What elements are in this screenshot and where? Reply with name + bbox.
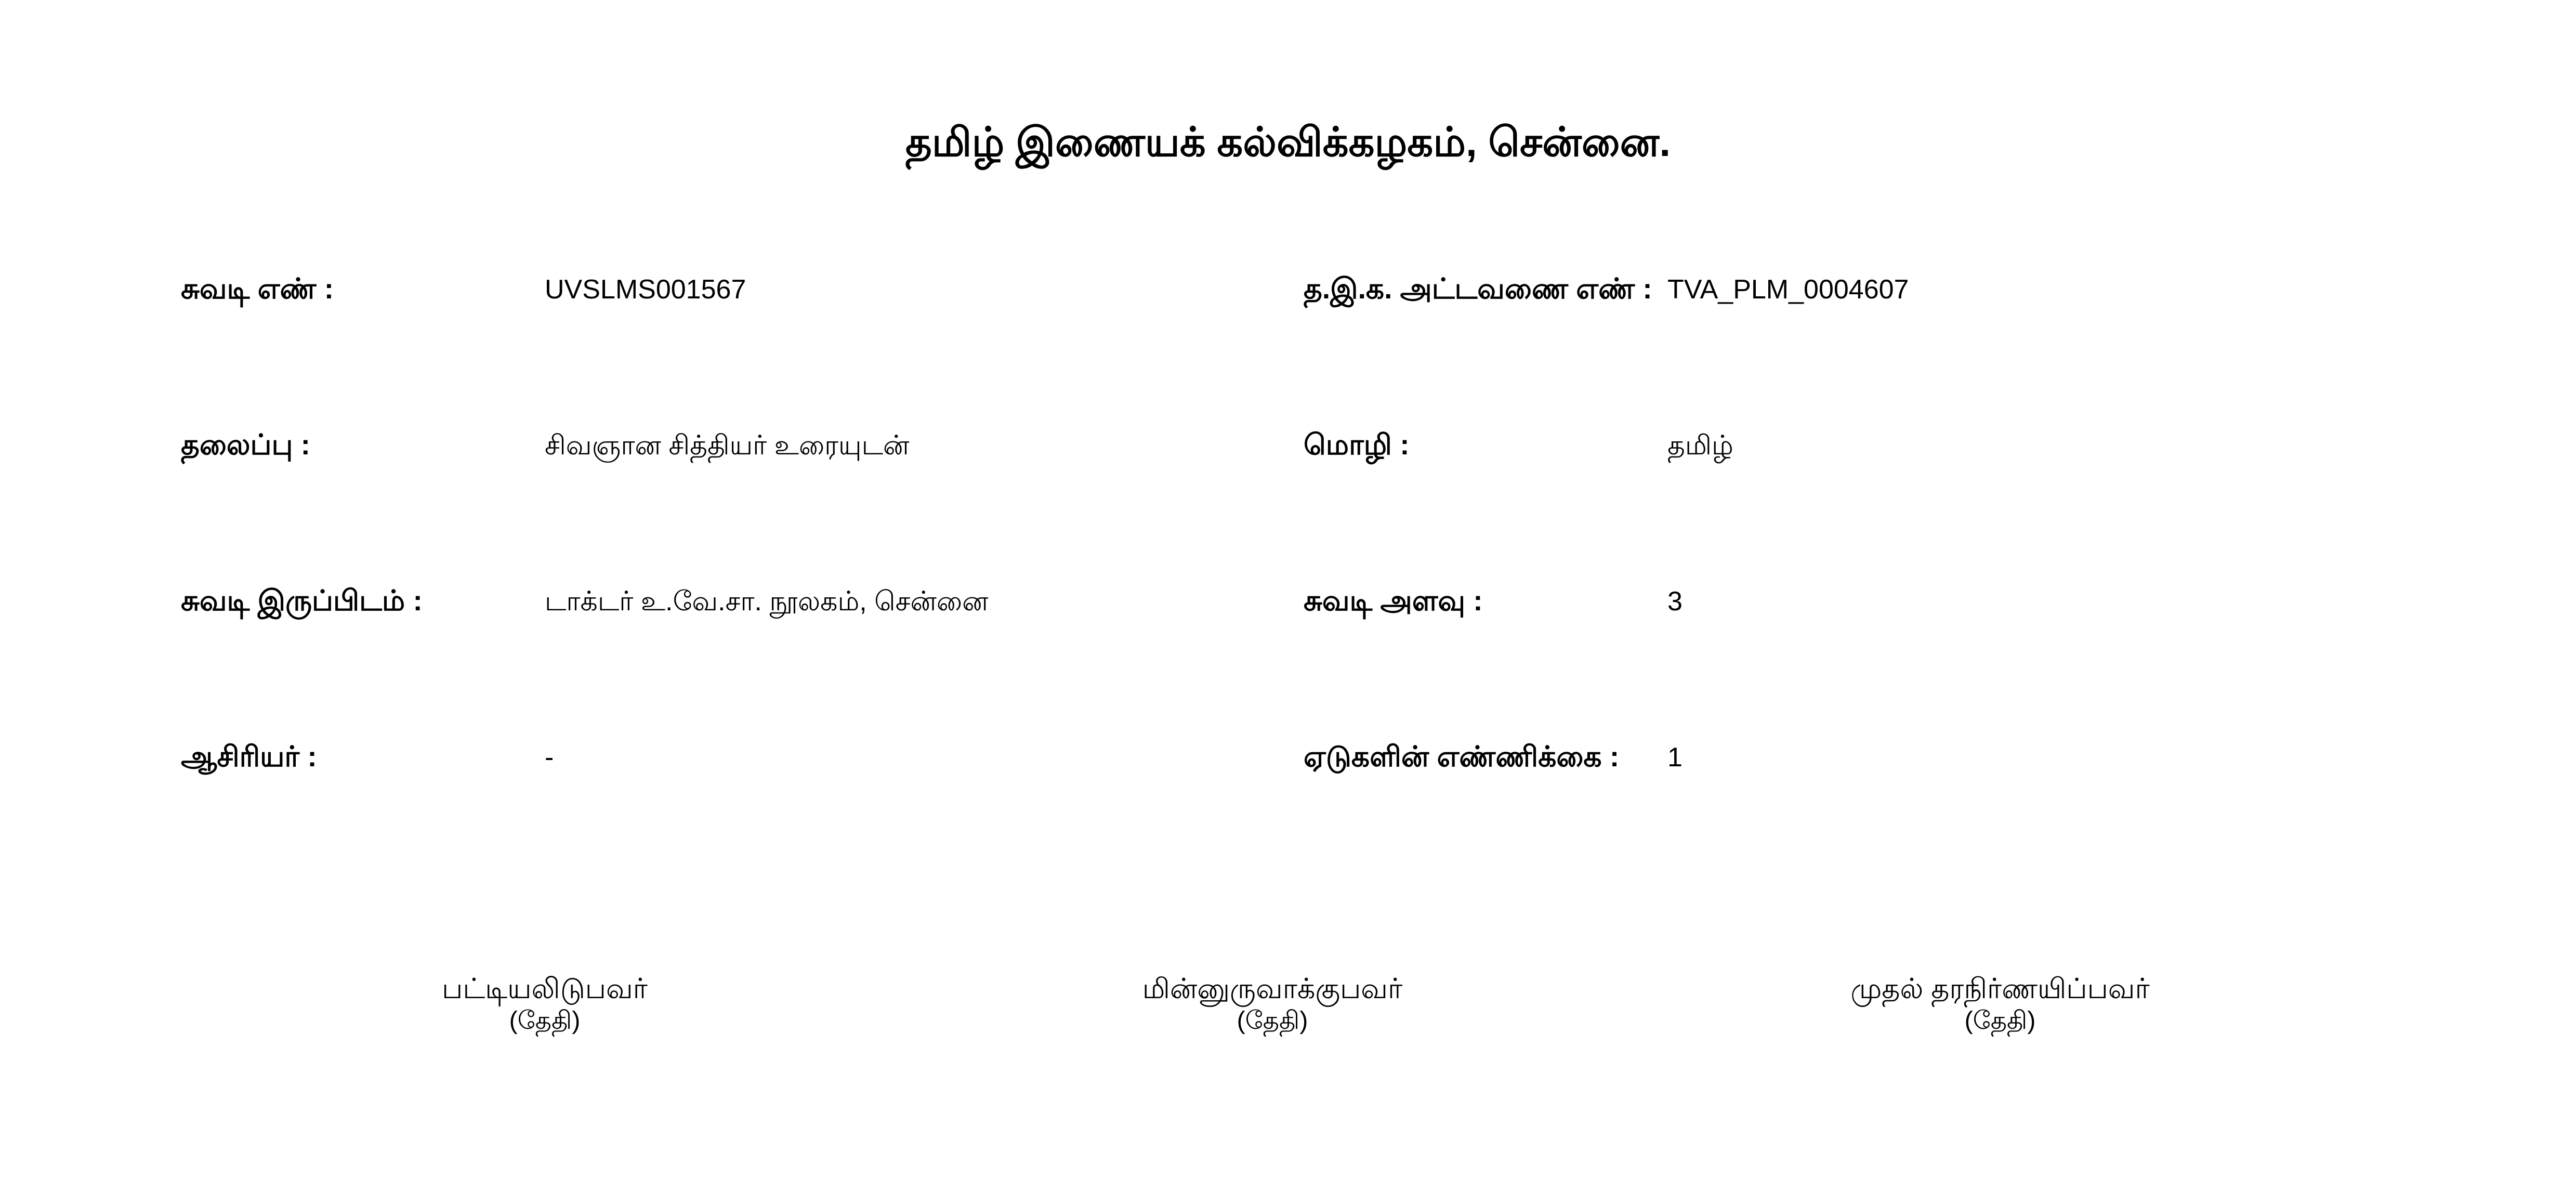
form-field-location (181, 582, 1304, 619)
field-value: TVA_PLM_0004607 (1667, 274, 1909, 305)
form-field-author (181, 738, 1304, 775)
signature-date: (தேதி) (509, 1006, 581, 1035)
metadata-form (181, 270, 2364, 894)
form-field-leaf-count (1304, 738, 2364, 775)
field-value: UVSLMS001567 (545, 274, 746, 305)
field-value: - (545, 742, 554, 773)
signature-block (181, 972, 2364, 1036)
form-row (181, 582, 2364, 738)
field-label: சுவடி இருப்பிடம் : (181, 584, 423, 617)
field-label: சுவடி அளவு : (1304, 584, 1483, 617)
form-field-size (1304, 582, 2364, 619)
signature-digitizer (909, 972, 1636, 1036)
field-value: 1 (1667, 742, 1683, 773)
form-field-suvadi-number (181, 270, 1304, 307)
signature-role: முதல் தரநிர்ணயிப்பவர் (1850, 973, 2150, 1004)
field-label: தலைப்பு : (181, 428, 310, 461)
signature-cataloguer (181, 972, 909, 1036)
page-title: தமிழ் இணையக் கல்விக்கழகம், சென்னை. (905, 119, 1671, 165)
field-label: த.இ.க. அட்டவணை எண் : (1304, 272, 1652, 305)
field-label: மொழி : (1304, 428, 1410, 461)
signature-role: பட்டியலிடுபவர் (442, 973, 648, 1004)
form-field-language (1304, 426, 2364, 463)
field-value: 3 (1667, 586, 1683, 617)
signature-date: (தேதி) (1964, 1006, 2036, 1035)
field-label: ஆசிரியர் : (181, 740, 317, 773)
signature-date: (தேதி) (1237, 1006, 1308, 1035)
field-value: தமிழ் (1667, 430, 1733, 461)
signature-role: மின்னுருவாக்குபவர் (1142, 973, 1403, 1004)
field-label: ஏடுகளின் எண்ணிக்கை : (1304, 740, 1620, 773)
field-value: டாக்டர் உ.வே.சா. நூலகம், சென்னை (545, 586, 989, 617)
form-row (181, 738, 2364, 894)
form-row (181, 270, 2364, 426)
form-field-title (181, 426, 1304, 463)
signature-first-qc (1636, 972, 2364, 1036)
field-label: சுவடி எண் : (181, 272, 334, 305)
field-value: சிவஞான சித்தியர் உரையுடன் (545, 430, 910, 461)
form-field-catalogue-number (1304, 270, 2364, 307)
form-row (181, 426, 2364, 582)
